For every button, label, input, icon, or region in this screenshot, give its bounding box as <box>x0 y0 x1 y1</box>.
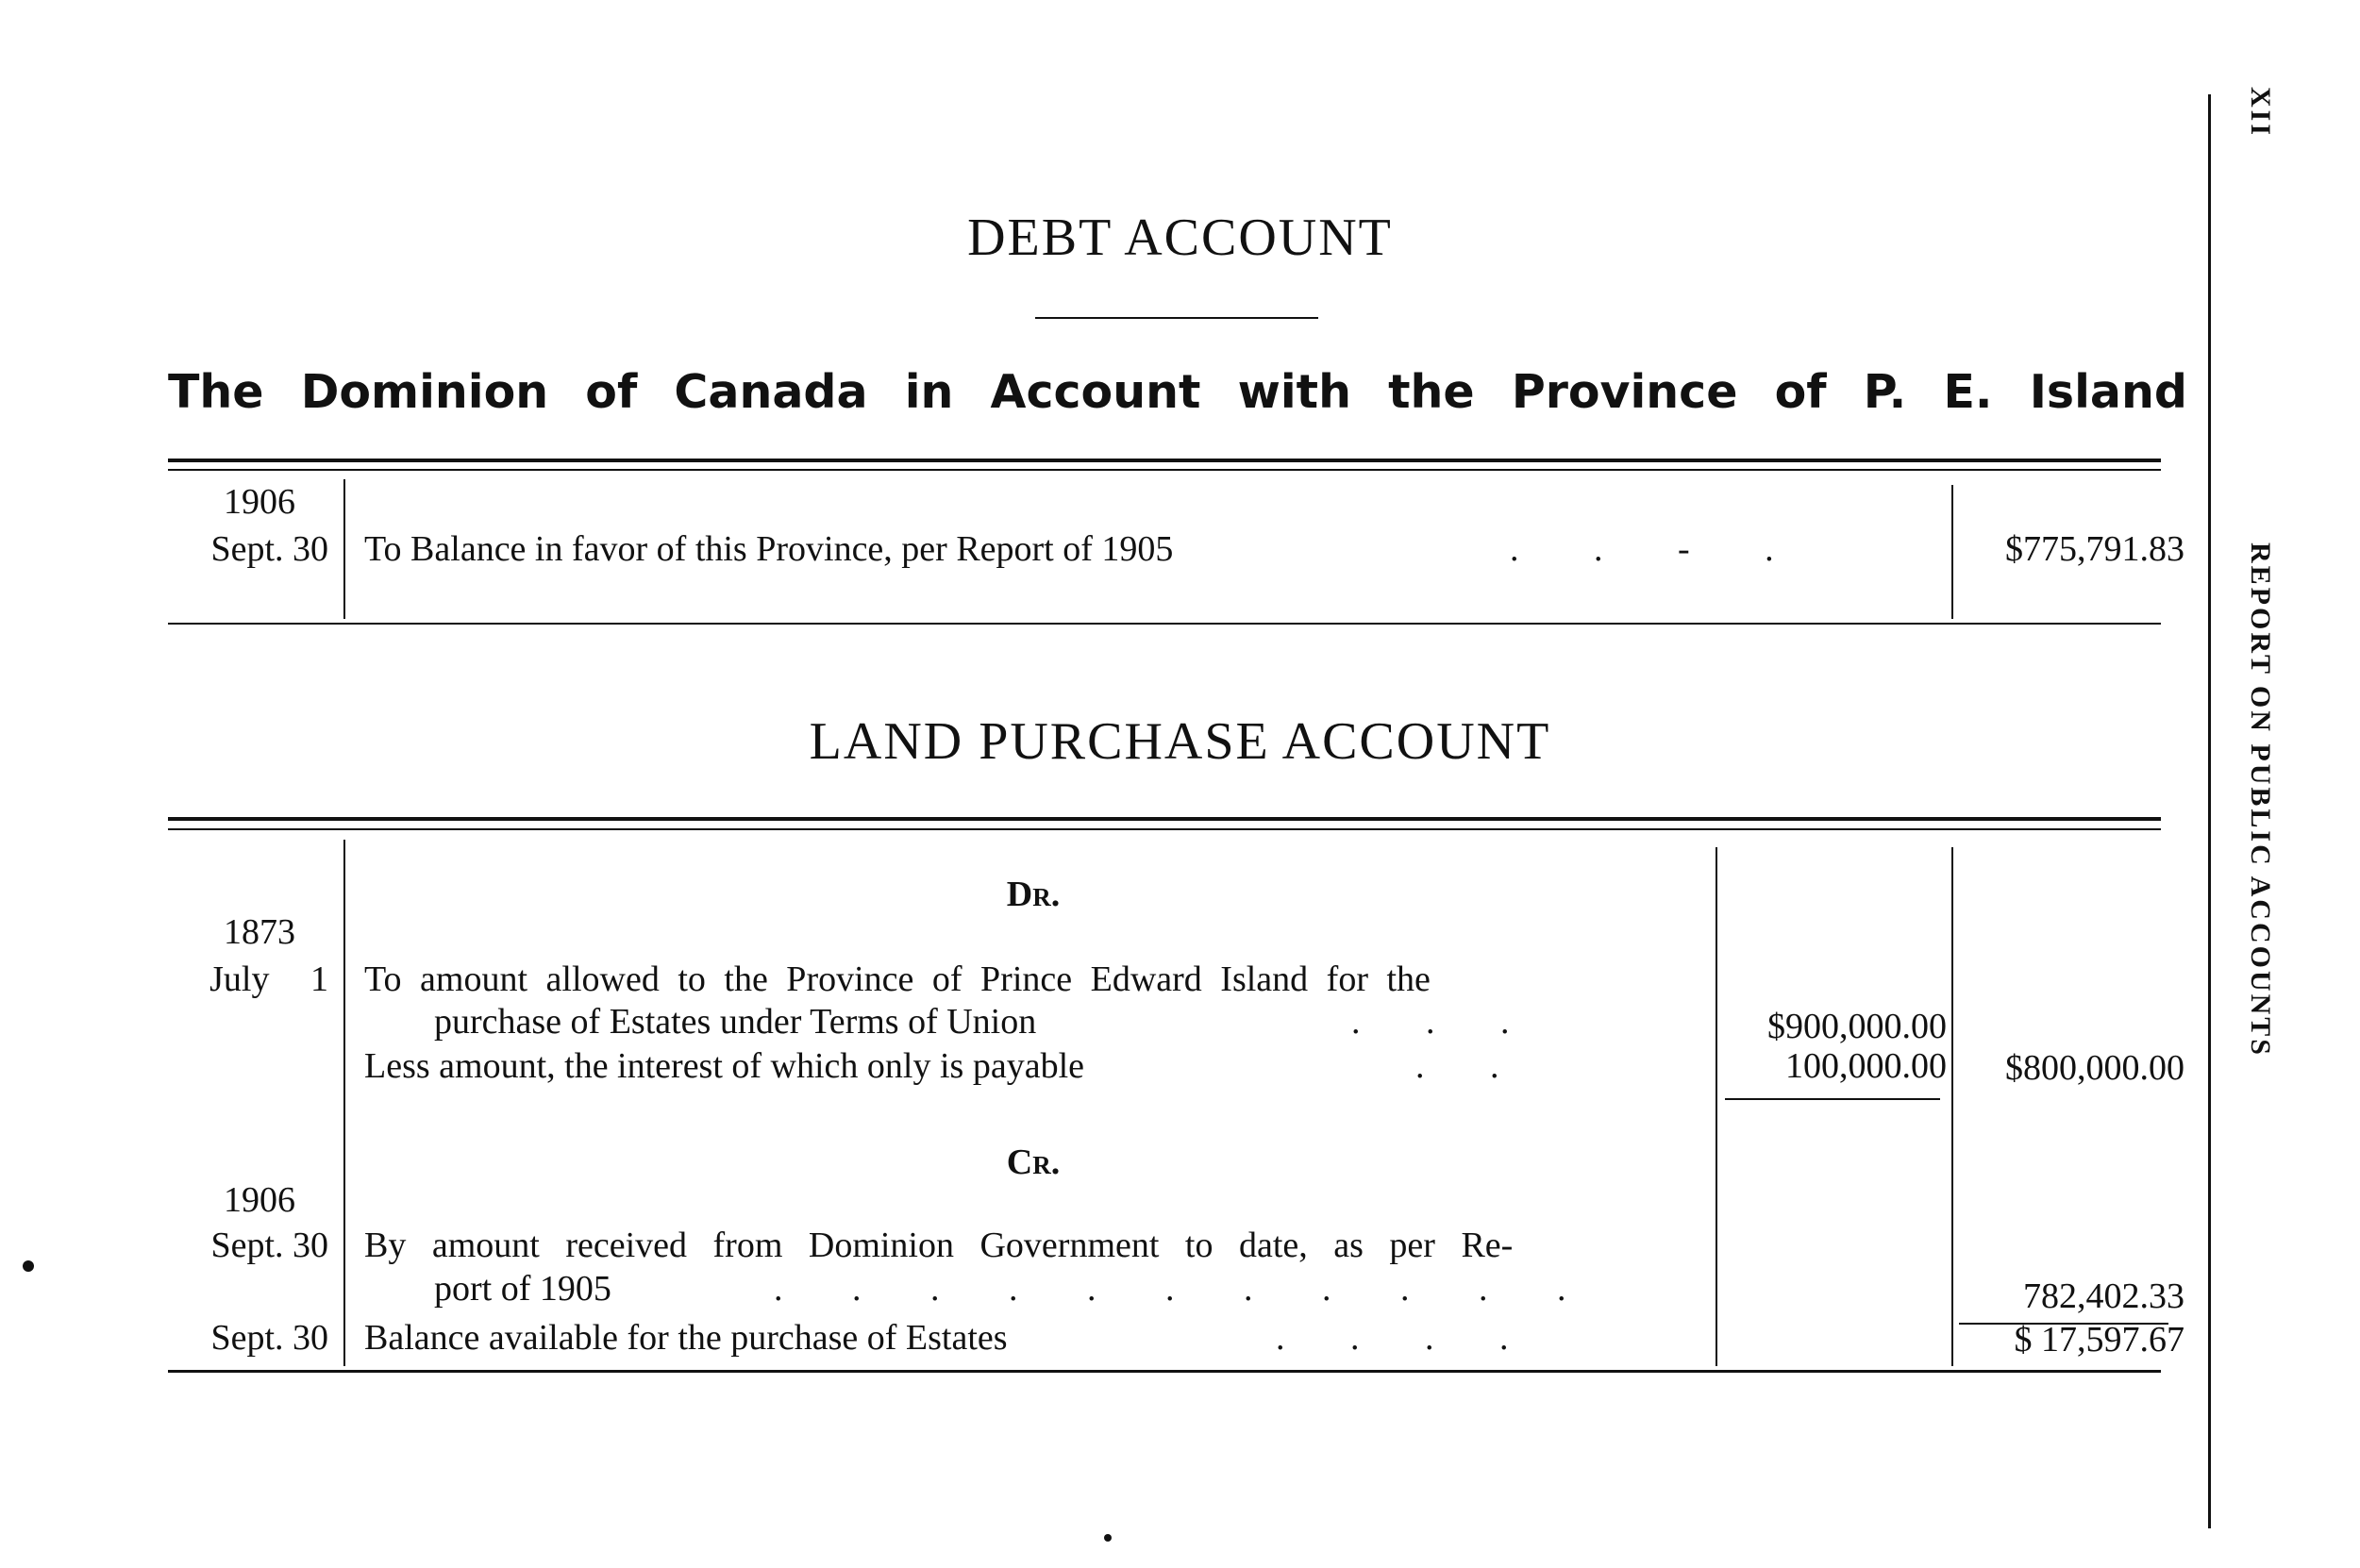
subtotal-underline <box>1725 1098 1940 1100</box>
credit-year: 1906 <box>224 1180 295 1220</box>
land-table-top-rule-thick <box>168 817 2161 821</box>
subtitle-word: in <box>904 365 954 419</box>
credit-date-2: Sept. 30 <box>210 1318 328 1358</box>
table-top-rule-thin <box>168 469 2161 471</box>
subtitle-word: of <box>585 365 638 419</box>
table-top-rule-thick <box>168 459 2161 462</box>
net-allowance-amount: $800,000.00 <box>2005 1048 2184 1088</box>
debit-year: 1873 <box>224 912 295 952</box>
subtitle-word: with <box>1237 365 1351 419</box>
entry-leaders: . . - . <box>1510 529 1774 569</box>
debit-line-3: Less amount, the interest of which only is payable <box>364 1046 1084 1086</box>
margin-rule <box>2208 94 2211 1528</box>
credit-line-3-leaders: . . . . <box>1276 1318 1509 1358</box>
ink-speck <box>1104 1534 1112 1542</box>
table-bottom-rule <box>168 623 2161 625</box>
credit-line-2-leaders: . . . . . . . . . . . <box>774 1269 1566 1309</box>
debit-line-3-leaders: . . <box>1415 1046 1499 1086</box>
credit-line-3: Balance available for the purchase of Estates <box>364 1318 1008 1358</box>
inner-amount-column-rule <box>1716 847 1717 1366</box>
gross-allowance-amount: $900,000.00 <box>1767 1007 1947 1046</box>
debit-date: July 1 <box>209 959 328 999</box>
debt-account-heading: DEBT ACCOUNT <box>967 209 1393 267</box>
subtitle-word: the <box>1388 365 1475 419</box>
subtitle-word: Canada <box>674 365 868 419</box>
debit-label: Dr. <box>1006 875 1061 914</box>
debit-line-2: purchase of Estates under Terms of Union <box>434 1002 1037 1042</box>
subtitle-word: of <box>1774 365 1827 419</box>
balance-amount: $ 17,597.67 <box>2014 1320 2184 1359</box>
date-column-rule <box>343 479 345 619</box>
subtitle-word: The <box>168 365 264 419</box>
credit-line-1: By amount received from Dominion Government to date, as per Re- <box>364 1226 1514 1265</box>
credit-label: Cr. <box>1006 1143 1061 1182</box>
land-date-column-rule <box>343 840 345 1366</box>
credit-line-2: port of 1905 <box>434 1269 611 1309</box>
ink-speck <box>23 1260 34 1272</box>
heading-divider <box>1035 317 1318 319</box>
entry-description: To Balance in favor of this Province, per Report of 1905 <box>364 529 1174 569</box>
entry-date: Sept. 30 <box>210 529 328 569</box>
subtitle-word: Dominion <box>300 365 549 419</box>
debit-line-1: To amount allowed to the Province of Prince Edward Island for the <box>364 959 1431 999</box>
subtitle-word: P. <box>1863 365 1907 419</box>
entry-amount: $775,791.83 <box>2005 529 2184 569</box>
land-table-top-rule-thin <box>168 828 2161 830</box>
land-purchase-heading: LAND PURCHASE ACCOUNT <box>809 712 1551 771</box>
interest-only-amount: 100,000.00 <box>1785 1046 1947 1086</box>
entry-year: 1906 <box>224 482 295 522</box>
land-table-bottom-rule <box>168 1370 2161 1373</box>
subtitle-word: Account <box>990 365 1201 419</box>
account-subtitle <box>168 365 2187 419</box>
received-amount: 782,402.33 <box>2023 1276 2184 1316</box>
running-head-title: REPORT ON PUBLIC ACCOUNTS <box>2245 542 2276 1058</box>
subtitle-word: E. <box>1943 365 1993 419</box>
debit-line-2-leaders: . . . <box>1351 1002 1510 1042</box>
credit-date-1: Sept. 30 <box>210 1226 328 1265</box>
subtitle-word: Province <box>1511 365 1738 419</box>
subtitle-word: Island <box>2029 365 2187 419</box>
page-number: XII <box>2245 87 2276 139</box>
